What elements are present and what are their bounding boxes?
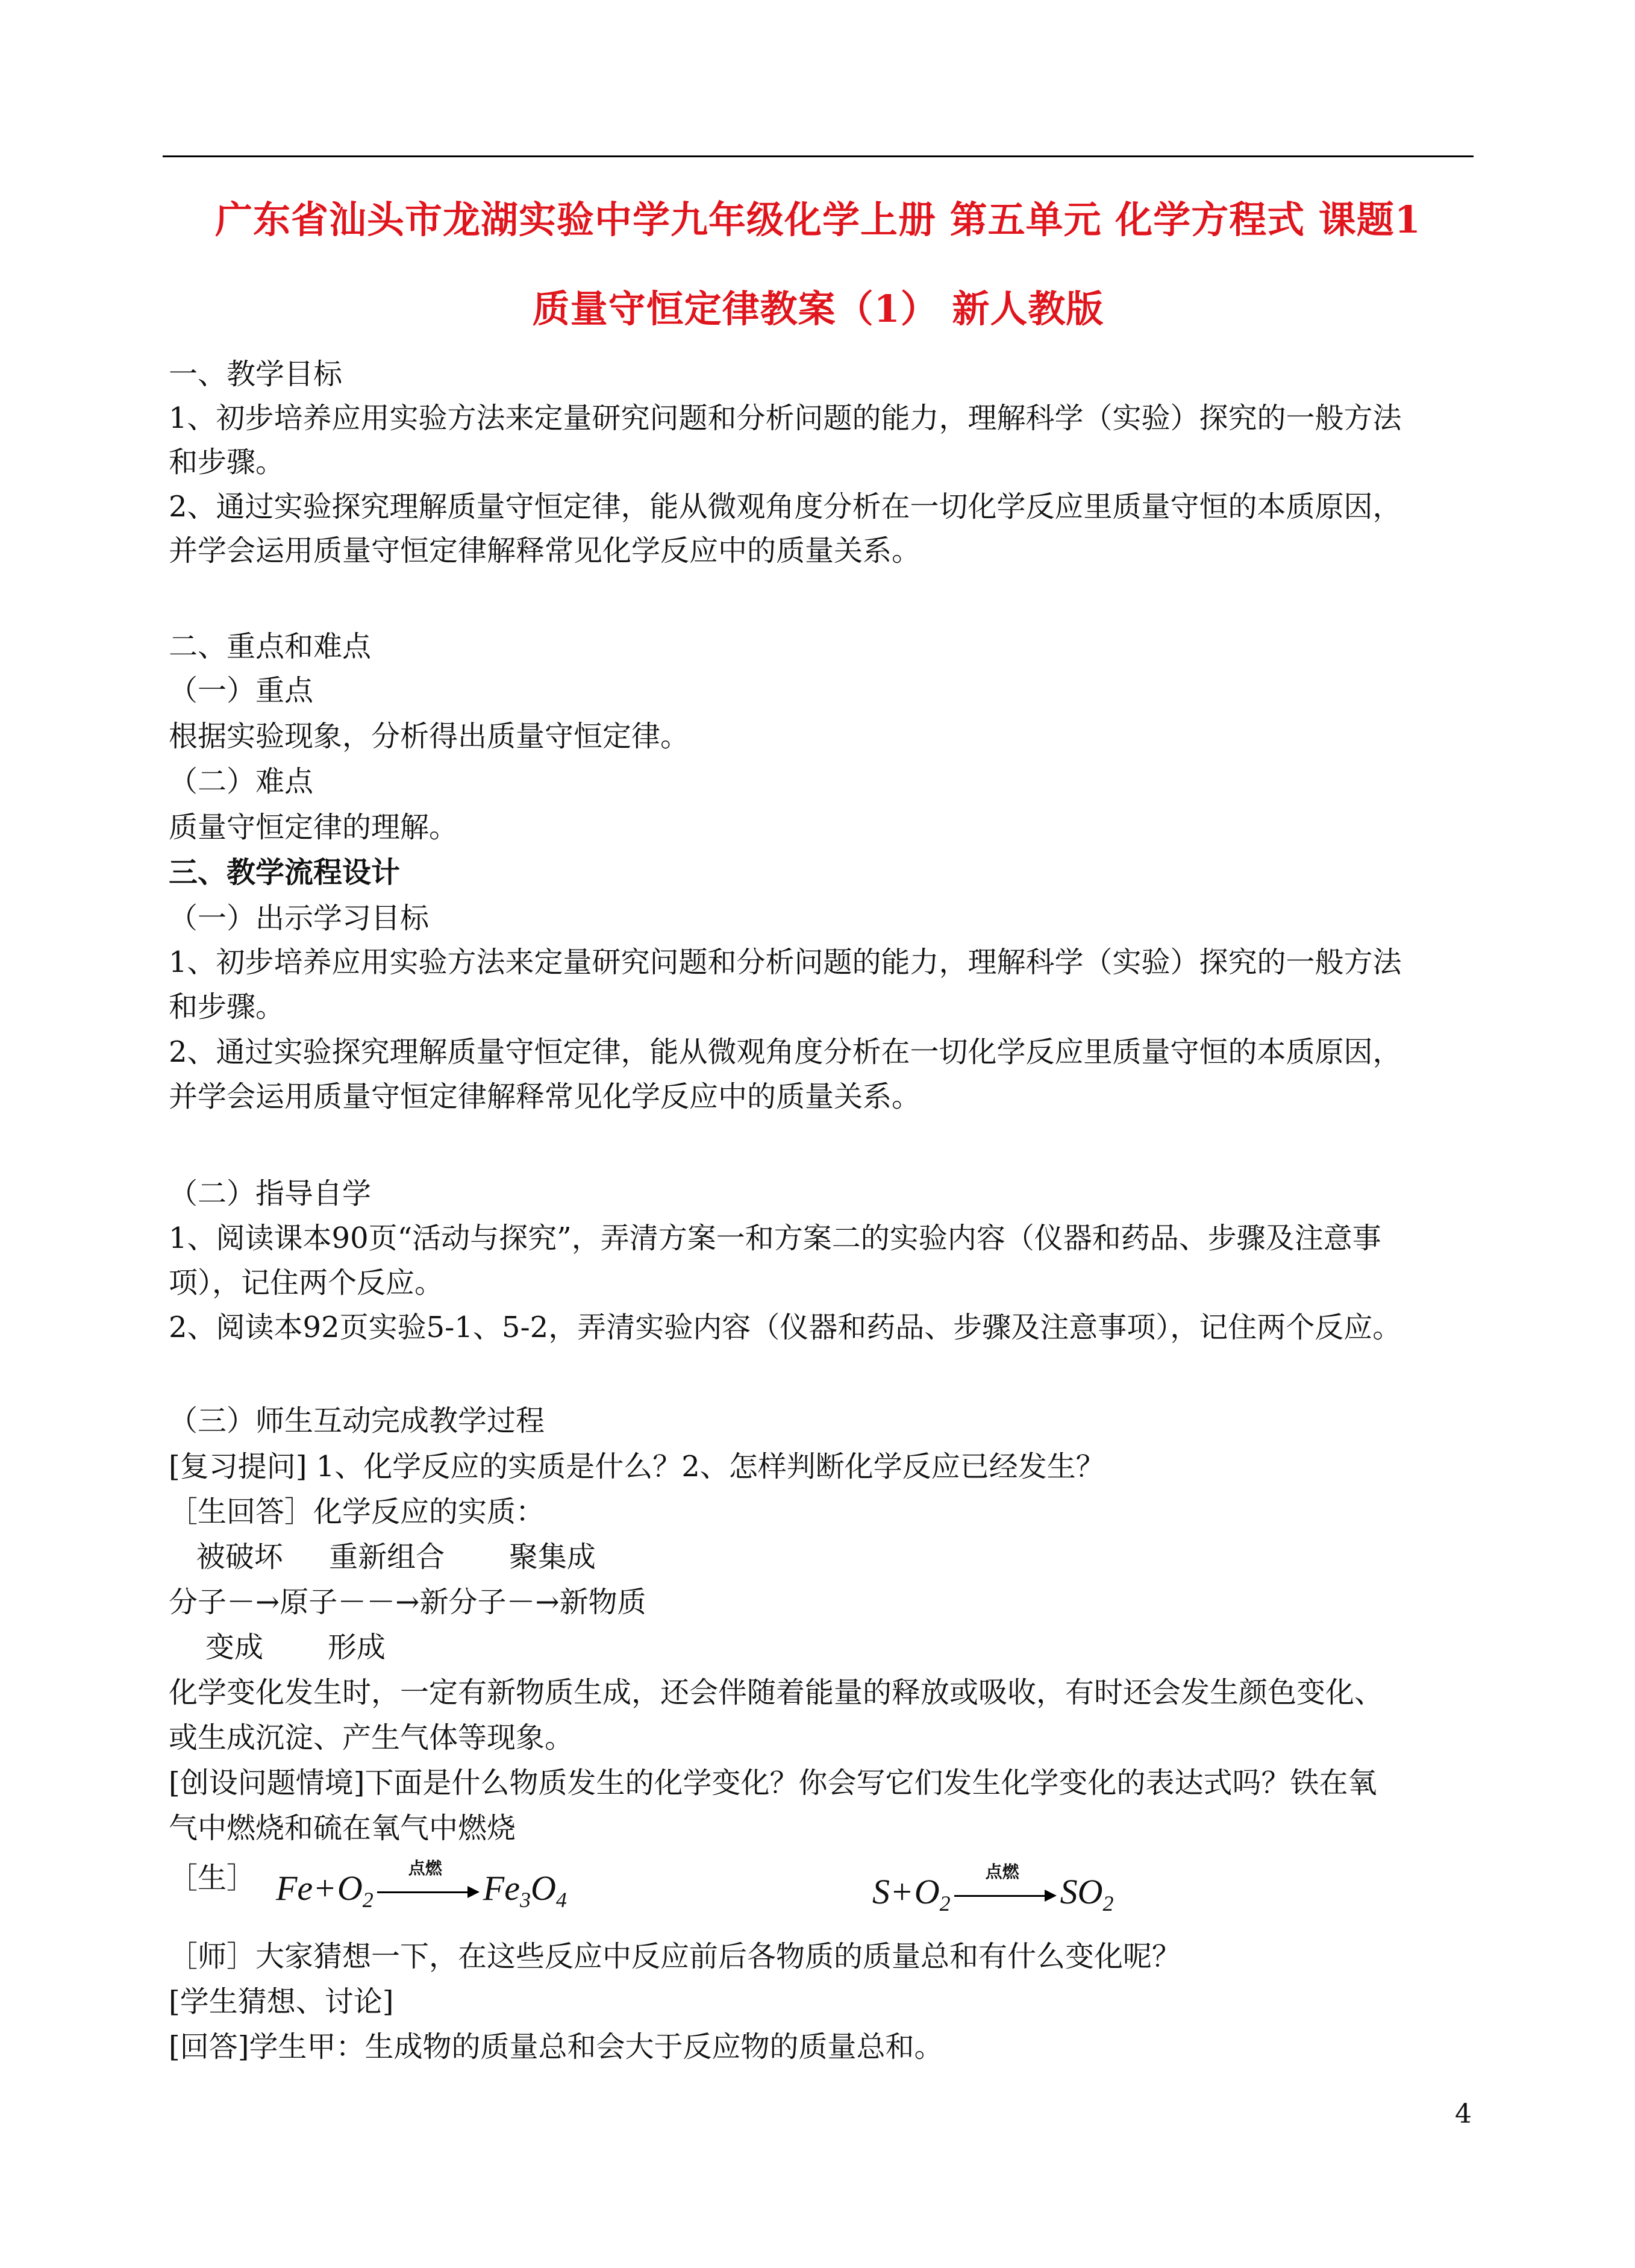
text-line: 1、阅读课本90页“活动与探究”，弄清方案一和方案二的实验内容（仪器和药品、步骤及注意事 bbox=[169, 1221, 1381, 1255]
eq1-sub: 4 bbox=[555, 1888, 567, 1912]
arrow-icon bbox=[1045, 1890, 1057, 1902]
eq1-product-o: O bbox=[530, 1869, 556, 1908]
title-line-2: 质量守恒定律教案（1） 新人教版 bbox=[532, 287, 1104, 331]
text-line: 1、初步培养应用实验方法来定量研究问题和分析问题的能力，理解科学（实验）探究的一般方法 bbox=[169, 945, 1402, 979]
chemical-equation-2 bbox=[872, 1862, 1114, 1916]
text-line: ［生］ bbox=[169, 1861, 256, 1895]
eq1-reactant-o: O bbox=[337, 1869, 363, 1908]
text-line: 1、初步培养应用实验方法来定量研究问题和分析问题的能力，理解科学（实验）探究的一般方法 bbox=[169, 401, 1402, 435]
text-line: 根据实验现象，分析得出质量守恒定律。 bbox=[169, 719, 690, 753]
reaction-condition: 点燃 bbox=[408, 1858, 442, 1878]
text-line: 2、通过实验探究理解质量守恒定律，能从微观角度分析在一切化学反应里质量守恒的本质原因， bbox=[169, 490, 1402, 524]
title-line-1: 广东省汕头市龙湖实验中学九年级化学上册 第五单元 化学方程式 课题1 bbox=[215, 198, 1421, 242]
text-line: 或生成沉淀、产生气体等现象。 bbox=[169, 1721, 574, 1755]
text-line: [回答]学生甲：生成物的质量总和会大于反应物的质量总和。 bbox=[169, 2030, 943, 2064]
text-line: 项），记住两个反应。 bbox=[169, 1266, 444, 1300]
section-heading: 三、教学流程设计 bbox=[169, 856, 401, 889]
eq1-plus: + bbox=[315, 1869, 335, 1908]
eq1-reactant-fe: Fe bbox=[276, 1869, 313, 1908]
page-number: 4 bbox=[1455, 2099, 1472, 2129]
text-line: [复习提问] 1、化学反应的实质是什么？2、怎样判断化学反应已经发生？ bbox=[169, 1450, 1105, 1483]
text-line: 并学会运用质量守恒定律解释常见化学反应中的质量关系。 bbox=[169, 1080, 921, 1114]
text-line: （二）指导自学 bbox=[169, 1177, 372, 1211]
text-line: 一、教学目标 bbox=[169, 357, 343, 391]
eq2-reactant-o: O bbox=[914, 1872, 940, 1911]
text-line: 分子－→原子－－→新分子－→新物质 bbox=[169, 1585, 646, 1619]
chemical-equation-1 bbox=[276, 1858, 567, 1912]
eq2-plus: + bbox=[892, 1872, 912, 1911]
eq2-reactant-s: S bbox=[872, 1872, 890, 1911]
eq2-product-so: SO bbox=[1060, 1872, 1103, 1911]
text-line: 2、阅读本92页实验5-1、5-2，弄清实验内容（仪器和药品、步骤及注意事项），记住两个反应。 bbox=[169, 1311, 1402, 1344]
text-line: （二）难点 bbox=[169, 765, 314, 798]
reaction-arrow bbox=[377, 1858, 480, 1900]
text-line: 2、通过实验探究理解质量守恒定律，能从微观角度分析在一切化学反应里质量守恒的本质原因， bbox=[169, 1035, 1402, 1069]
eq1-product-fe: Fe bbox=[483, 1869, 520, 1908]
text-line: （三）师生互动完成教学过程 bbox=[169, 1404, 545, 1438]
text-line: 变成 形成 bbox=[169, 1631, 386, 1664]
text-line: [学生猜想、讨论] bbox=[169, 1985, 394, 2019]
eq2-sub: 2 bbox=[939, 1891, 951, 1916]
reaction-condition: 点燃 bbox=[985, 1862, 1019, 1882]
header-rule bbox=[163, 155, 1474, 157]
text-line: [创设问题情境]下面是什么物质发生的化学变化？你会写它们发生化学变化的表达式吗？铁在氧 bbox=[169, 1766, 1377, 1800]
text-line: 化学变化发生时，一定有新物质生成，还会伴随着能量的释放或吸收，有时还会发生颜色变化、 bbox=[169, 1676, 1384, 1709]
arrow-icon bbox=[467, 1886, 480, 1898]
text-line: 质量守恒定律的理解。 bbox=[169, 810, 458, 844]
text-line: ［师］大家猜想一下，在这些反应中反应前后各物质的质量总和有什么变化呢？ bbox=[169, 1940, 1181, 1973]
text-line: 气中燃烧和硫在氧气中燃烧 bbox=[169, 1811, 516, 1845]
eq1-sub: 3 bbox=[519, 1888, 531, 1912]
eq1-sub: 2 bbox=[362, 1888, 374, 1912]
text-line: 并学会运用质量守恒定律解释常见化学反应中的质量关系。 bbox=[169, 534, 921, 568]
text-line: ［生回答］化学反应的实质： bbox=[169, 1495, 545, 1529]
text-line: 被破坏 重新组合 聚集成 bbox=[169, 1540, 596, 1574]
text-line: （一）出示学习目标 bbox=[169, 901, 430, 935]
eq2-sub: 2 bbox=[1102, 1891, 1114, 1916]
text-line: 二、重点和难点 bbox=[169, 630, 372, 663]
text-line: 和步骤。 bbox=[169, 445, 285, 479]
reaction-arrow bbox=[954, 1862, 1057, 1903]
text-line: 和步骤。 bbox=[169, 990, 285, 1024]
text-line: （一）重点 bbox=[169, 674, 314, 707]
